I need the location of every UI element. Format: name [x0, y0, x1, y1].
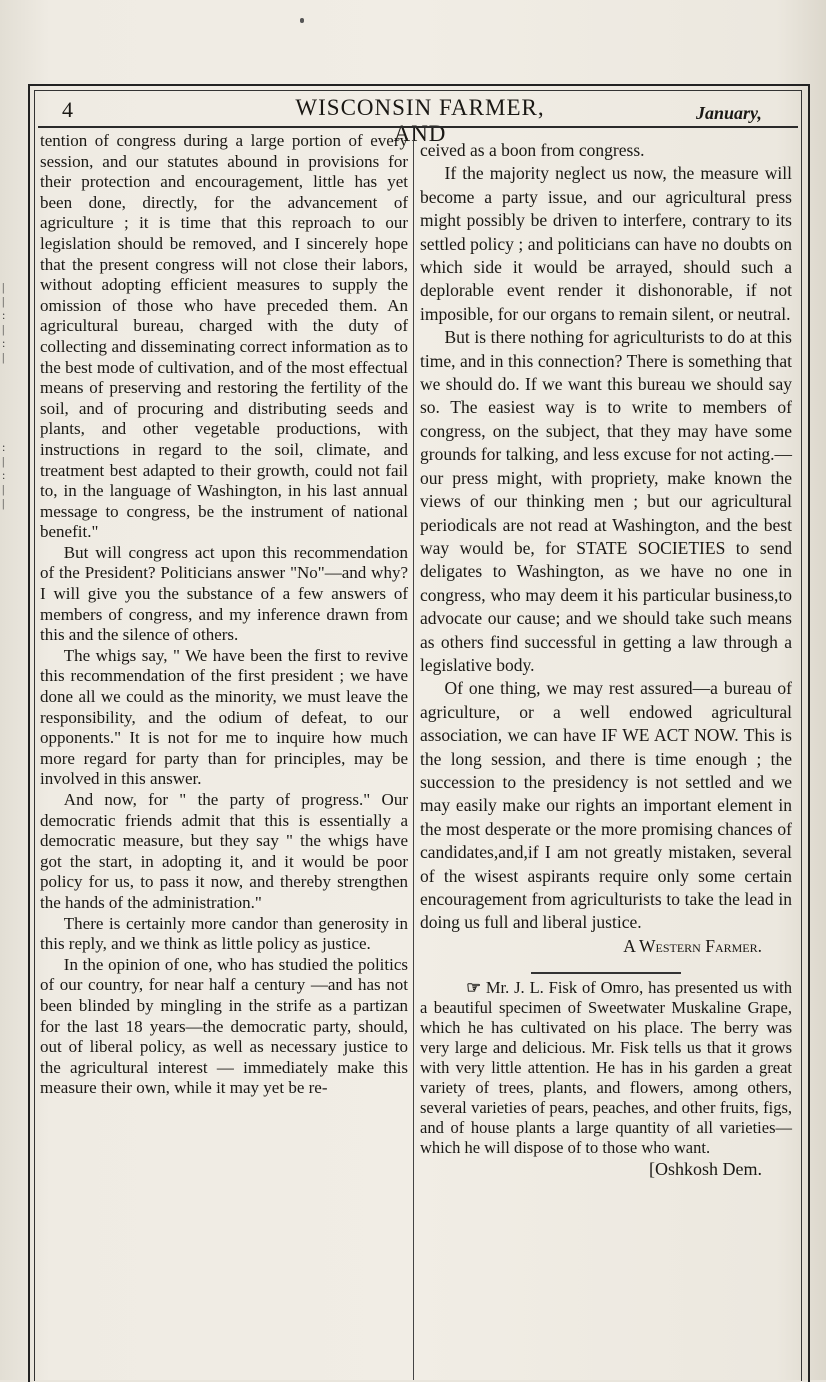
- author-signature: A Western Farmer.: [623, 935, 762, 956]
- header-rule: [38, 126, 798, 128]
- paragraph: But is there nothing for agriculturists to do at this time, and in this connection? There is something that we should do. If we want this bureau we should say so. The easiest way is to write to members of congress, on the subject, that they may have some grounds for talking, and less excuse for not acting.—our press might, with propriety, make known the views of our thinking men ; but our agricultural periodicals are not read at Washington, and the best way would be, for STATE SOCIETIES to send deligates to Washington, as we have no one in congress, who may deem it his particular business,to advocate our cause; and we should take such means as others find successful in getting a law through a legislative body.: [420, 327, 792, 675]
- left-column: [40, 131, 408, 1099]
- margin-marks: : | : | |: [2, 440, 6, 510]
- ink-dot: [300, 18, 304, 23]
- news-note: [420, 978, 792, 1158]
- note-text: Mr. J. L. Fisk of Omro, has presented us with a beautiful specimen of Sweetwater Muskaline Grape, which he has cultivated on his place. The berry was very large and delicious. Mr. Fisk tells us that it grows with very little attention. He has in his garden a great variety of trees, plants, and flowers, among others, several varieties of pears, peaches, and other fruits, figs, and of house plants a large quantity of all varieties—which he will dispose of to those who want.: [420, 978, 792, 1158]
- column-divider: [413, 128, 414, 1380]
- paragraph: The whigs say, " We have been the first to revive this recommendation of the first president ; we have done all we could as the minority, we must leave the responsibility, and the odium of defeat, to our opponents." It is not for me to inquire how much more regard for party than for principles, may be involved in this answer.: [40, 645, 408, 789]
- paragraph: ceived as a boon from congress.: [420, 140, 645, 160]
- paragraph: But will congress act upon this recommendation of the President? Politicians answer "No"—and why? I will give you the substance of a few answers of members of congress, and my inference drawn from this and the silence of others.: [40, 542, 408, 645]
- paragraph: In the opinion of one, who has studied the politics of our country, for near half a century —and has not been blinded by mingling in the strife as a partizan for the last 18 years—the democratic party, should, out of liberal policy, as well as necessary justice to the agricultural interest — immediately make this measure their own, while it may yet be re-: [40, 954, 408, 1098]
- paragraph: tention of congress during a large portion of every session, and our statutes abound in provisions for their protection and encouragement, little has yet been done, directly, for the advancement of agriculture ; it is time that this reproach to our legislation should be removed, and I sincerely hope that the present congress will not close their labors, without adopting efficient measures to supply the omission of those who have preceded them. An agricultural bureau, charged with the duty of collecting and disseminating correct information as to the best mode of cultivation, and of the most effectual means of preserving and restoring the fertility of the soil, and of procuring and distributing seeds and plants, and other vegetable productions, with instructions in regard to the soil, climate, and treatment best adapted to their growth, could not fail to, in the language of Washington, in his last annual message to congress, be the instrument of national benefit.": [40, 131, 408, 542]
- masthead-title: WISCONSIN FARMER, AND: [295, 95, 545, 146]
- page-number: 4: [62, 97, 73, 122]
- paragraph: If the majority neglect us now, the measure will become a party issue, and our agricultural press might possibly be driven to interfere, contrary to its settled policy ; and politicians can have no doubts on which side it would be arrayed, should such a deplorable event render it dishonorable, if not imposible, for our organs to remain silent, or neutral.: [420, 163, 792, 324]
- paragraph: Of one thing, we may rest assured—a bureau of agriculture, or a well endowed agricultural association, we can have IF WE ACT NOW. This is the long session, and there is time enough ; the succession to the presidency is not settled and we may easily make our rights an important element in the most desperate or the more promising chances of candidates,and,if I am not greatly mistaken, several of the wisest aspirants require only some certain encouragement from agriculturists to take the lead in doing us full and liberal justice.: [420, 678, 792, 933]
- right-column: [420, 139, 792, 1182]
- section-separator: [531, 962, 681, 974]
- source-credit: [Oshkosh Dem.: [649, 1159, 762, 1180]
- margin-marks: | | : | : |: [2, 280, 6, 364]
- pointing-hand-icon: ☞: [466, 978, 481, 998]
- issue-month: January,: [696, 103, 762, 123]
- paragraph: There is certainly more candor than generosity in this reply, and we think as little policy as justice.: [40, 913, 408, 954]
- paragraph: And now, for " the party of progress." Our democratic friends admit that this is essentially a democratic measure, but they say " the whigs have got the start, in adopting it, and it would be poor policy for us, to pass it now, and thereby strengthen the hands of the administration.": [40, 790, 408, 912]
